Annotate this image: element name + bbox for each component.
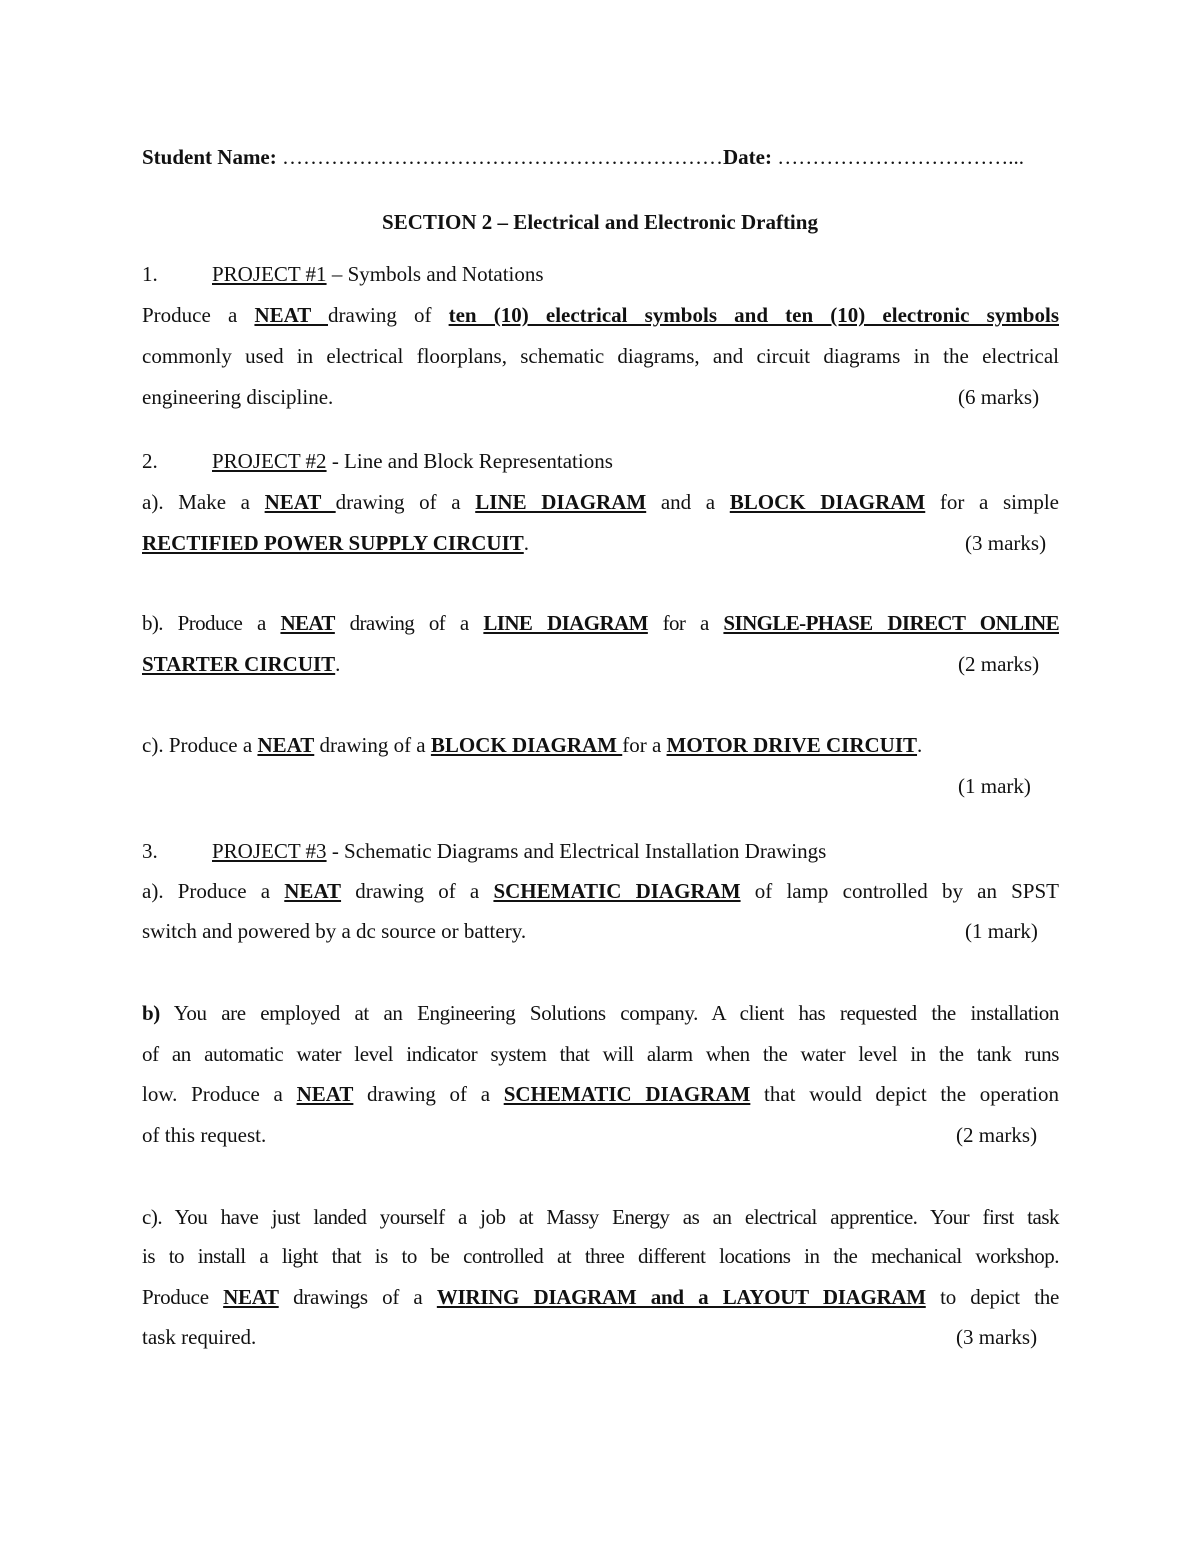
symbols-emphasis: ten (10) electrical symbols and ten (10) electronic symbols	[448, 303, 1059, 327]
project1-title: PROJECT #1	[212, 262, 327, 286]
project3a-line1: a). Produce a NEAT drawing of a SCHEMATIC DIAGRAM of lamp controlled by an SPST	[142, 879, 1059, 903]
project2-number: 2.	[142, 449, 158, 473]
project3b-line3: low. Produce a NEAT drawing of a SCHEMATIC DIAGRAM that would depict the operation	[142, 1082, 1059, 1106]
project1-title-line	[212, 264, 544, 285]
date-label: Date:	[723, 145, 772, 169]
date-blank: ……………………………...	[777, 145, 1024, 169]
project3-subtitle: - Schematic Diagrams and Electrical Installation Drawings	[326, 839, 827, 863]
project1-line1: Produce a NEAT drawing of ten (10) electrical symbols and ten (10) electronic symbols	[142, 303, 1059, 327]
project1-line2: commonly used in electrical floorplans, schematic diagrams, and circuit diagrams in the electrical	[142, 344, 1059, 368]
dol-starter-emphasis: SINGLE-PHASE DIRECT ONLINE	[723, 611, 1059, 635]
block-diagram-emphasis: BLOCK DIAGRAM	[729, 490, 926, 514]
project2a-line1: a). Make a NEAT drawing of a LINE DIAGRAM and a BLOCK DIAGRAM for a simple	[142, 490, 1059, 514]
project2a-marks: (3 marks)	[965, 531, 1047, 555]
project3c-line1: c). You have just landed yourself a job at Massy Energy as an electrical apprentice. Your first task	[142, 1205, 1059, 1229]
project2-title: PROJECT #2	[212, 449, 327, 473]
project3c-line2: is to install a light that is to be controlled at three different locations in the mechanical workshop.	[142, 1244, 1059, 1268]
project3-number: 3.	[142, 839, 158, 863]
project1-line3: engineering discipline.	[142, 385, 334, 409]
neat-emphasis: NEAT	[254, 303, 328, 327]
project2-title-line	[212, 451, 613, 472]
project3b-line2: of an automatic water level indicator system that will alarm when the water level in the tank runs	[142, 1042, 1059, 1066]
section-title: SECTION 2 – Electrical and Electronic Drafting	[382, 210, 818, 234]
student-name-line	[142, 147, 1024, 168]
project2c-line1: c). Produce a NEAT drawing of a BLOCK DIAGRAM for a MOTOR DRIVE CIRCUIT.	[142, 733, 923, 757]
project3a-line2: switch and powered by a dc source or battery.	[142, 919, 527, 943]
project3b-marks: (2 marks)	[956, 1123, 1038, 1147]
project3b-line1: b) You are employed at an Engineering Solutions company. A client has requested the installation	[142, 1001, 1059, 1025]
project3a-marks: (1 mark)	[965, 919, 1038, 943]
project1-marks: (6 marks)	[958, 385, 1040, 409]
rectified-circuit-emphasis: RECTIFIED POWER SUPPLY CIRCUIT	[142, 531, 524, 555]
project2b-marks: (2 marks)	[958, 652, 1040, 676]
project3c-line4: task required.	[142, 1325, 257, 1349]
project3c-marks: (3 marks)	[956, 1325, 1038, 1349]
project3b-line4: of this request.	[142, 1123, 267, 1147]
project2b-line1: b). Produce a NEAT drawing of a LINE DIAGRAM for a SINGLE-PHASE DIRECT ONLINE	[142, 611, 1059, 635]
project2a-line2: RECTIFIED POWER SUPPLY CIRCUIT.	[142, 531, 530, 555]
schematic-diagram-emphasis: SCHEMATIC DIAGRAM	[493, 879, 741, 903]
motor-drive-emphasis: MOTOR DRIVE CIRCUIT	[666, 733, 918, 757]
project2b-line2: STARTER CIRCUIT.	[142, 652, 341, 676]
student-name-blank: ………………………………………………………	[282, 145, 723, 169]
project3-title: PROJECT #3	[212, 839, 327, 863]
project3-title-line	[212, 841, 826, 862]
line-diagram-emphasis: LINE DIAGRAM	[475, 490, 647, 514]
project3-heading	[142, 841, 158, 862]
project2c-marks: (1 mark)	[958, 774, 1031, 798]
project1-subtitle: – Symbols and Notations	[326, 262, 544, 286]
project2-heading	[142, 451, 158, 472]
student-name-label: Student Name:	[142, 145, 277, 169]
project1-heading	[142, 264, 158, 285]
project1-number: 1.	[142, 262, 158, 286]
project2-subtitle: - Line and Block Representations	[326, 449, 613, 473]
wiring-layout-emphasis: WIRING DIAGRAM and a LAYOUT DIAGRAM	[436, 1285, 926, 1309]
project3c-line3: Produce NEAT drawings of a WIRING DIAGRAM and a LAYOUT DIAGRAM to depict the	[142, 1285, 1059, 1309]
